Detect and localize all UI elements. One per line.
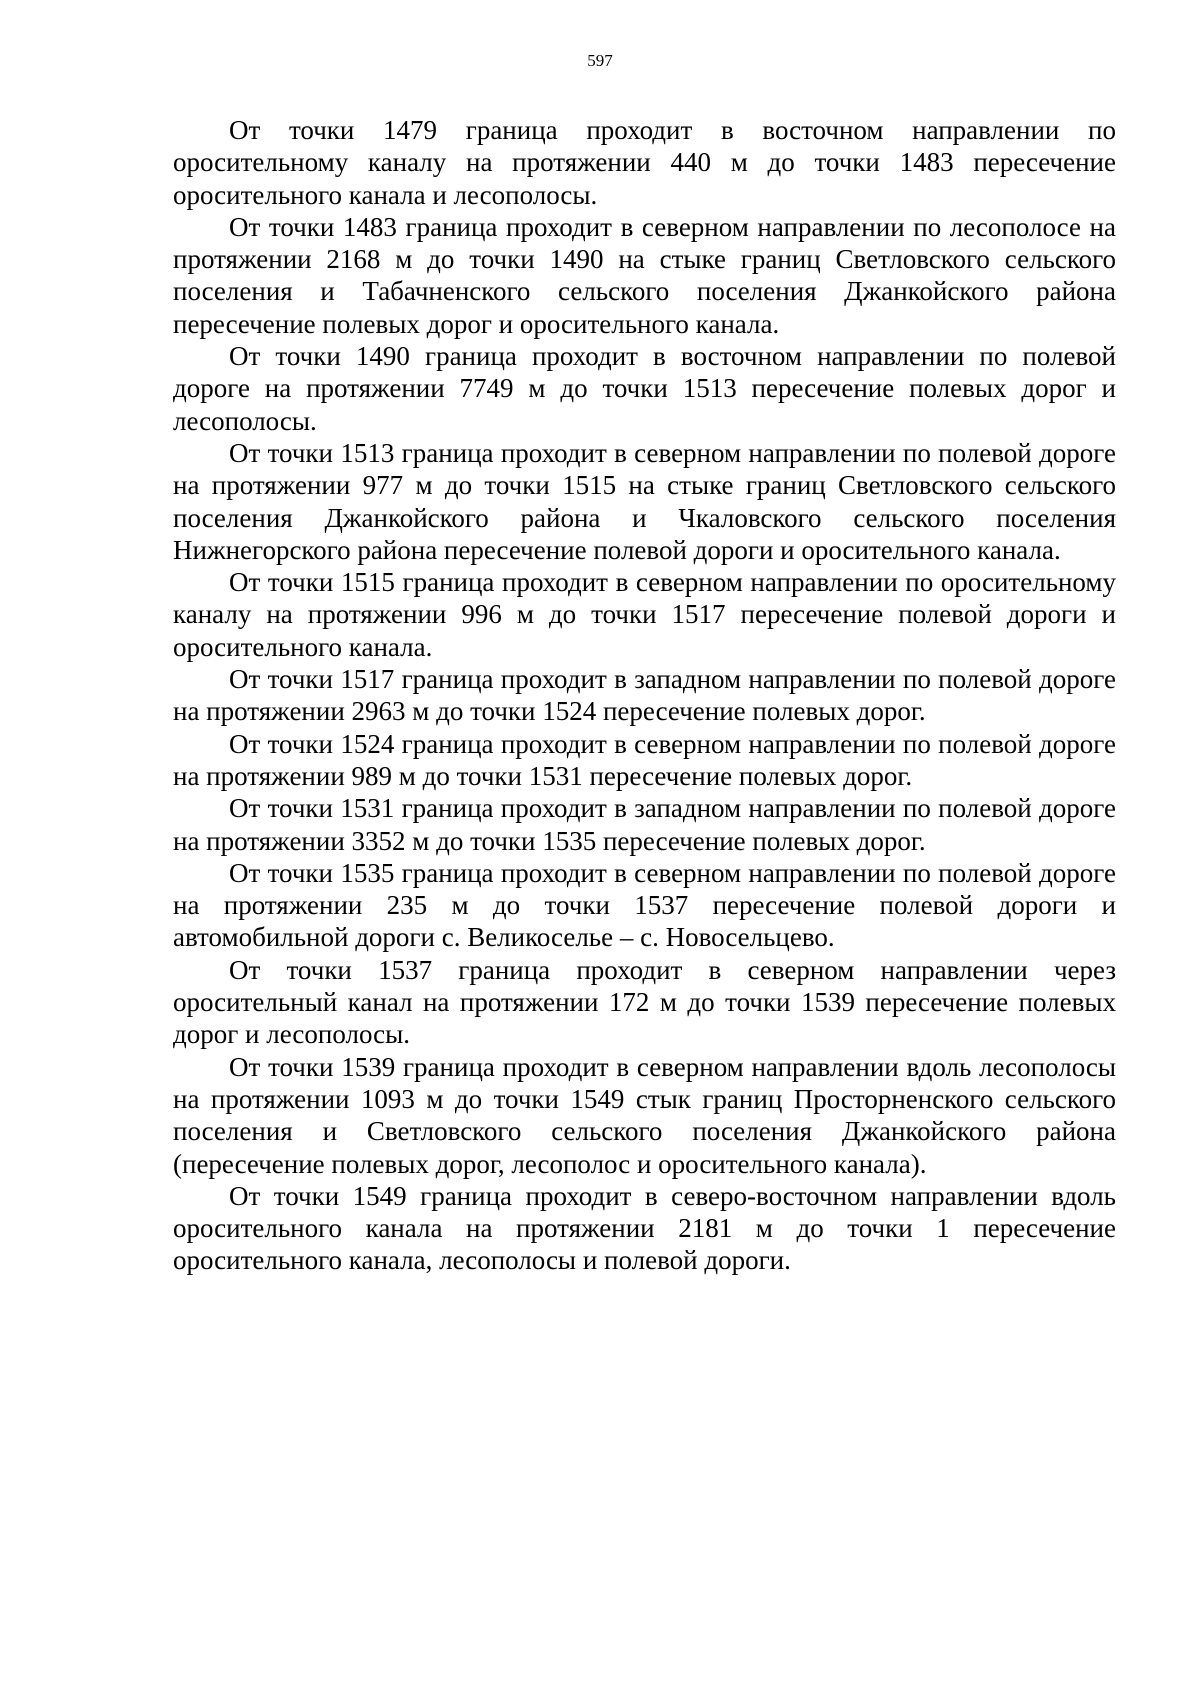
document-body <box>173 114 1116 1277</box>
paragraph: От точки 1517 граница проходит в западном направлении по полевой дороге на протяжении 2963 м до точки 1524 пересечение полевых дорог. <box>173 664 1116 727</box>
paragraph: От точки 1531 граница проходит в западном направлении по полевой дороге на протяжении 3352 м до точки 1535 пересечение полевых дорог. <box>173 793 1116 856</box>
page-number: 597 <box>587 51 613 70</box>
paragraph: От точки 1515 граница проходит в северном направлении по оросительному каналу на протяжении 996 м до точки 1517 пересечение полевой дороги и оросительного канала. <box>173 567 1116 662</box>
paragraph: От точки 1483 граница проходит в северном направлении по лесополосе на протяжении 2168 м до точки 1490 на стыке границ Светловского сельского поселения и Табачненского сельского поселения Джанкойского района пересечение полевых дорог и оросительного канала. <box>173 211 1116 339</box>
paragraph: От точки 1513 граница проходит в северном направлении по полевой дороге на протяжении 977 м до точки 1515 на стыке границ Светловского сельского поселения Джанкойского района и Чкаловского сельского поселения Нижнегорского района пересечение полевой дороги и оросительного канала. <box>173 437 1116 565</box>
paragraph: От точки 1537 граница проходит в северном направлении через оросительный канал на протяжении 172 м до точки 1539 пересечение полевых дорог и лесополосы. <box>173 954 1116 1050</box>
paragraph: От точки 1535 граница проходит в северном направлении по полевой дороге на протяжении 235 м до точки 1537 пересечение полевой дороги и автомобильной дороги с. Великоселье – с. Новосельцево. <box>173 857 1116 953</box>
paragraph: От точки 1549 граница проходит в северо-восточном направлении вдоль оросительного канала на протяжении 2181 м до точки 1 пересечение оросительного канала, лесополосы и полевой дороги. <box>173 1180 1116 1276</box>
paragraph: От точки 1539 граница проходит в северном направлении вдоль лесополосы на протяжении 1093 м до точки 1549 стык границ Просторненского сельского поселения и Светловского сельского поселения Джанкойского района (пересечение полевых дорог, лесополос и оросительного канала). <box>173 1051 1116 1179</box>
paragraph: От точки 1524 граница проходит в северном направлении по полевой дороге на протяжении 989 м до точки 1531 пересечение полевых дорог. <box>173 728 1116 791</box>
paragraph: От точки 1490 граница проходит в восточном направлении по полевой дороге на протяжении 7749 м до точки 1513 пересечение полевых дорог и лесополосы. <box>173 341 1116 436</box>
paragraph: От точки 1479 граница проходит в восточном направлении по оросительному каналу на протяжении 440 м до точки 1483 пересечение оросительного канала и лесополосы. <box>173 115 1116 210</box>
